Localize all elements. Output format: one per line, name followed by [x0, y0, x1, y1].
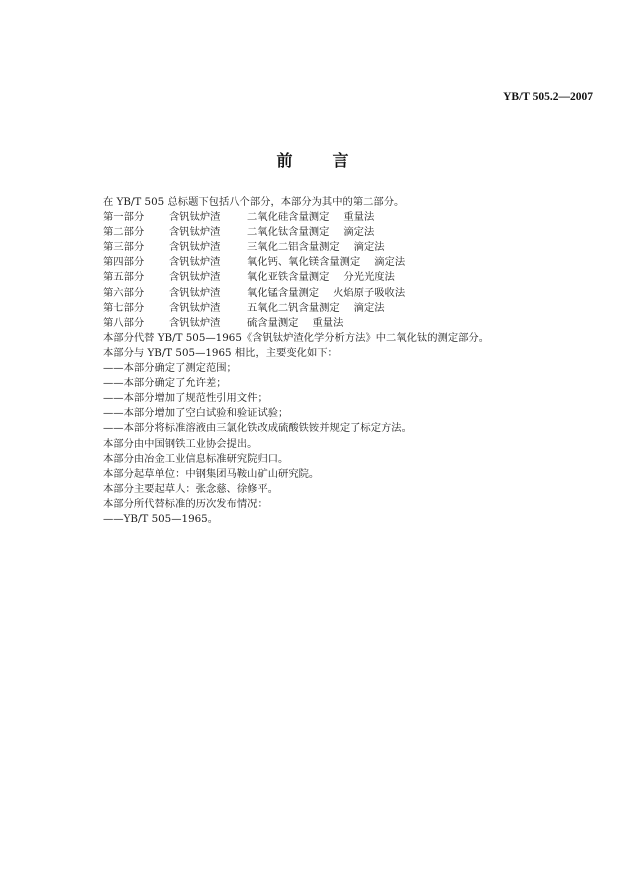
- title-char-1: 前: [276, 151, 293, 170]
- change-item: ——本部分确定了允许差；: [103, 377, 227, 390]
- intro-paragraph: 在 YB/T 505 总标题下包括八个部分，本部分为其中的第二部分。: [103, 196, 405, 208]
- part-material: 含钒钛炉渣: [169, 271, 221, 284]
- change-item: ——本部分增加了空白试验和验证试验；: [103, 407, 289, 420]
- part-subject: 氧化钙、氧化镁含量测定: [247, 256, 361, 269]
- part-number: 第五部分: [103, 271, 145, 284]
- history-item: ——YB/T 505—1965。: [103, 512, 219, 525]
- part-material: 含钒钛炉渣: [169, 316, 221, 329]
- page-title: [0, 148, 625, 171]
- part-method: 重量法: [312, 316, 344, 329]
- part-material: 含钒钛炉渣: [169, 286, 221, 299]
- part-method: 滴定法: [353, 301, 385, 314]
- part-subject: 氧化亚铁含量测定: [247, 271, 330, 284]
- part-number: 第二部分: [103, 226, 145, 239]
- part-line: [103, 210, 603, 225]
- part-method: 火焰原子吸收法: [333, 286, 406, 299]
- part-number: 第八部分: [103, 316, 145, 329]
- part-subject: 氧化锰含量测定: [247, 286, 320, 299]
- part-method: 分光光度法: [343, 271, 395, 284]
- standard-code: YB/T 505.2—2007: [503, 91, 593, 103]
- history-intro-paragraph: 本部分所代替标准的历次发布情况：: [103, 497, 268, 510]
- part-material: 含钒钛炉渣: [169, 301, 221, 314]
- part-material: 含钒钛炉渣: [169, 226, 221, 239]
- change-item: ——本部分增加了规范性引用文件；: [103, 392, 268, 405]
- title-char-2: 言: [332, 151, 349, 170]
- part-material: 含钒钛炉渣: [169, 241, 221, 254]
- part-number: 第六部分: [103, 286, 145, 299]
- part-method: 滴定法: [343, 226, 375, 239]
- part-number: 第四部分: [103, 256, 145, 269]
- part-number: 第三部分: [103, 241, 145, 254]
- part-number: 第一部分: [103, 211, 145, 224]
- part-line: [103, 316, 603, 331]
- change-item: ——本部分将标准溶液由三氯化铁改成硫酸铁铵并规定了标定方法。: [103, 422, 412, 435]
- part-line: [103, 240, 603, 255]
- change-item: ——本部分确定了测定范围；: [103, 362, 237, 375]
- drafting-unit-paragraph: 本部分起草单位：中钢集团马鞍山矿山研究院。: [103, 467, 320, 480]
- proposer-paragraph: 本部分由中国钢铁工业协会提出。: [103, 437, 258, 450]
- foreword-body: [103, 195, 603, 527]
- part-line: [103, 225, 603, 240]
- part-subject: 二氧化硅含量测定: [247, 211, 330, 224]
- part-line: [103, 270, 603, 285]
- part-subject: 二氧化钛含量测定: [247, 226, 330, 239]
- part-subject: 五氧化二钒含量测定: [247, 301, 340, 314]
- drafters-paragraph: 本部分主要起草人：张念慈、徐修平。: [103, 482, 279, 495]
- part-method: 滴定法: [374, 256, 406, 269]
- part-method: 重量法: [343, 211, 375, 224]
- part-line: [103, 255, 603, 270]
- centralized-by-paragraph: 本部分由冶金工业信息标准研究院归口。: [103, 452, 289, 465]
- part-material: 含钒钛炉渣: [169, 256, 221, 269]
- part-line: [103, 286, 603, 301]
- replaces-paragraph: 本部分代替 YB/T 505—1965《含钒钛炉渣化学分析方法》中二氧化钛的测定部分。: [103, 331, 490, 344]
- part-number: 第七部分: [103, 301, 145, 314]
- part-material: 含钒钛炉渣: [169, 211, 221, 224]
- part-subject: 三氧化二铝含量测定: [247, 241, 340, 254]
- part-line: [103, 301, 603, 316]
- changes-intro: 本部分与 YB/T 505—1965 相比，主要变化如下：: [103, 346, 338, 359]
- part-subject: 硫含量测定: [247, 316, 299, 329]
- part-method: 滴定法: [353, 241, 385, 254]
